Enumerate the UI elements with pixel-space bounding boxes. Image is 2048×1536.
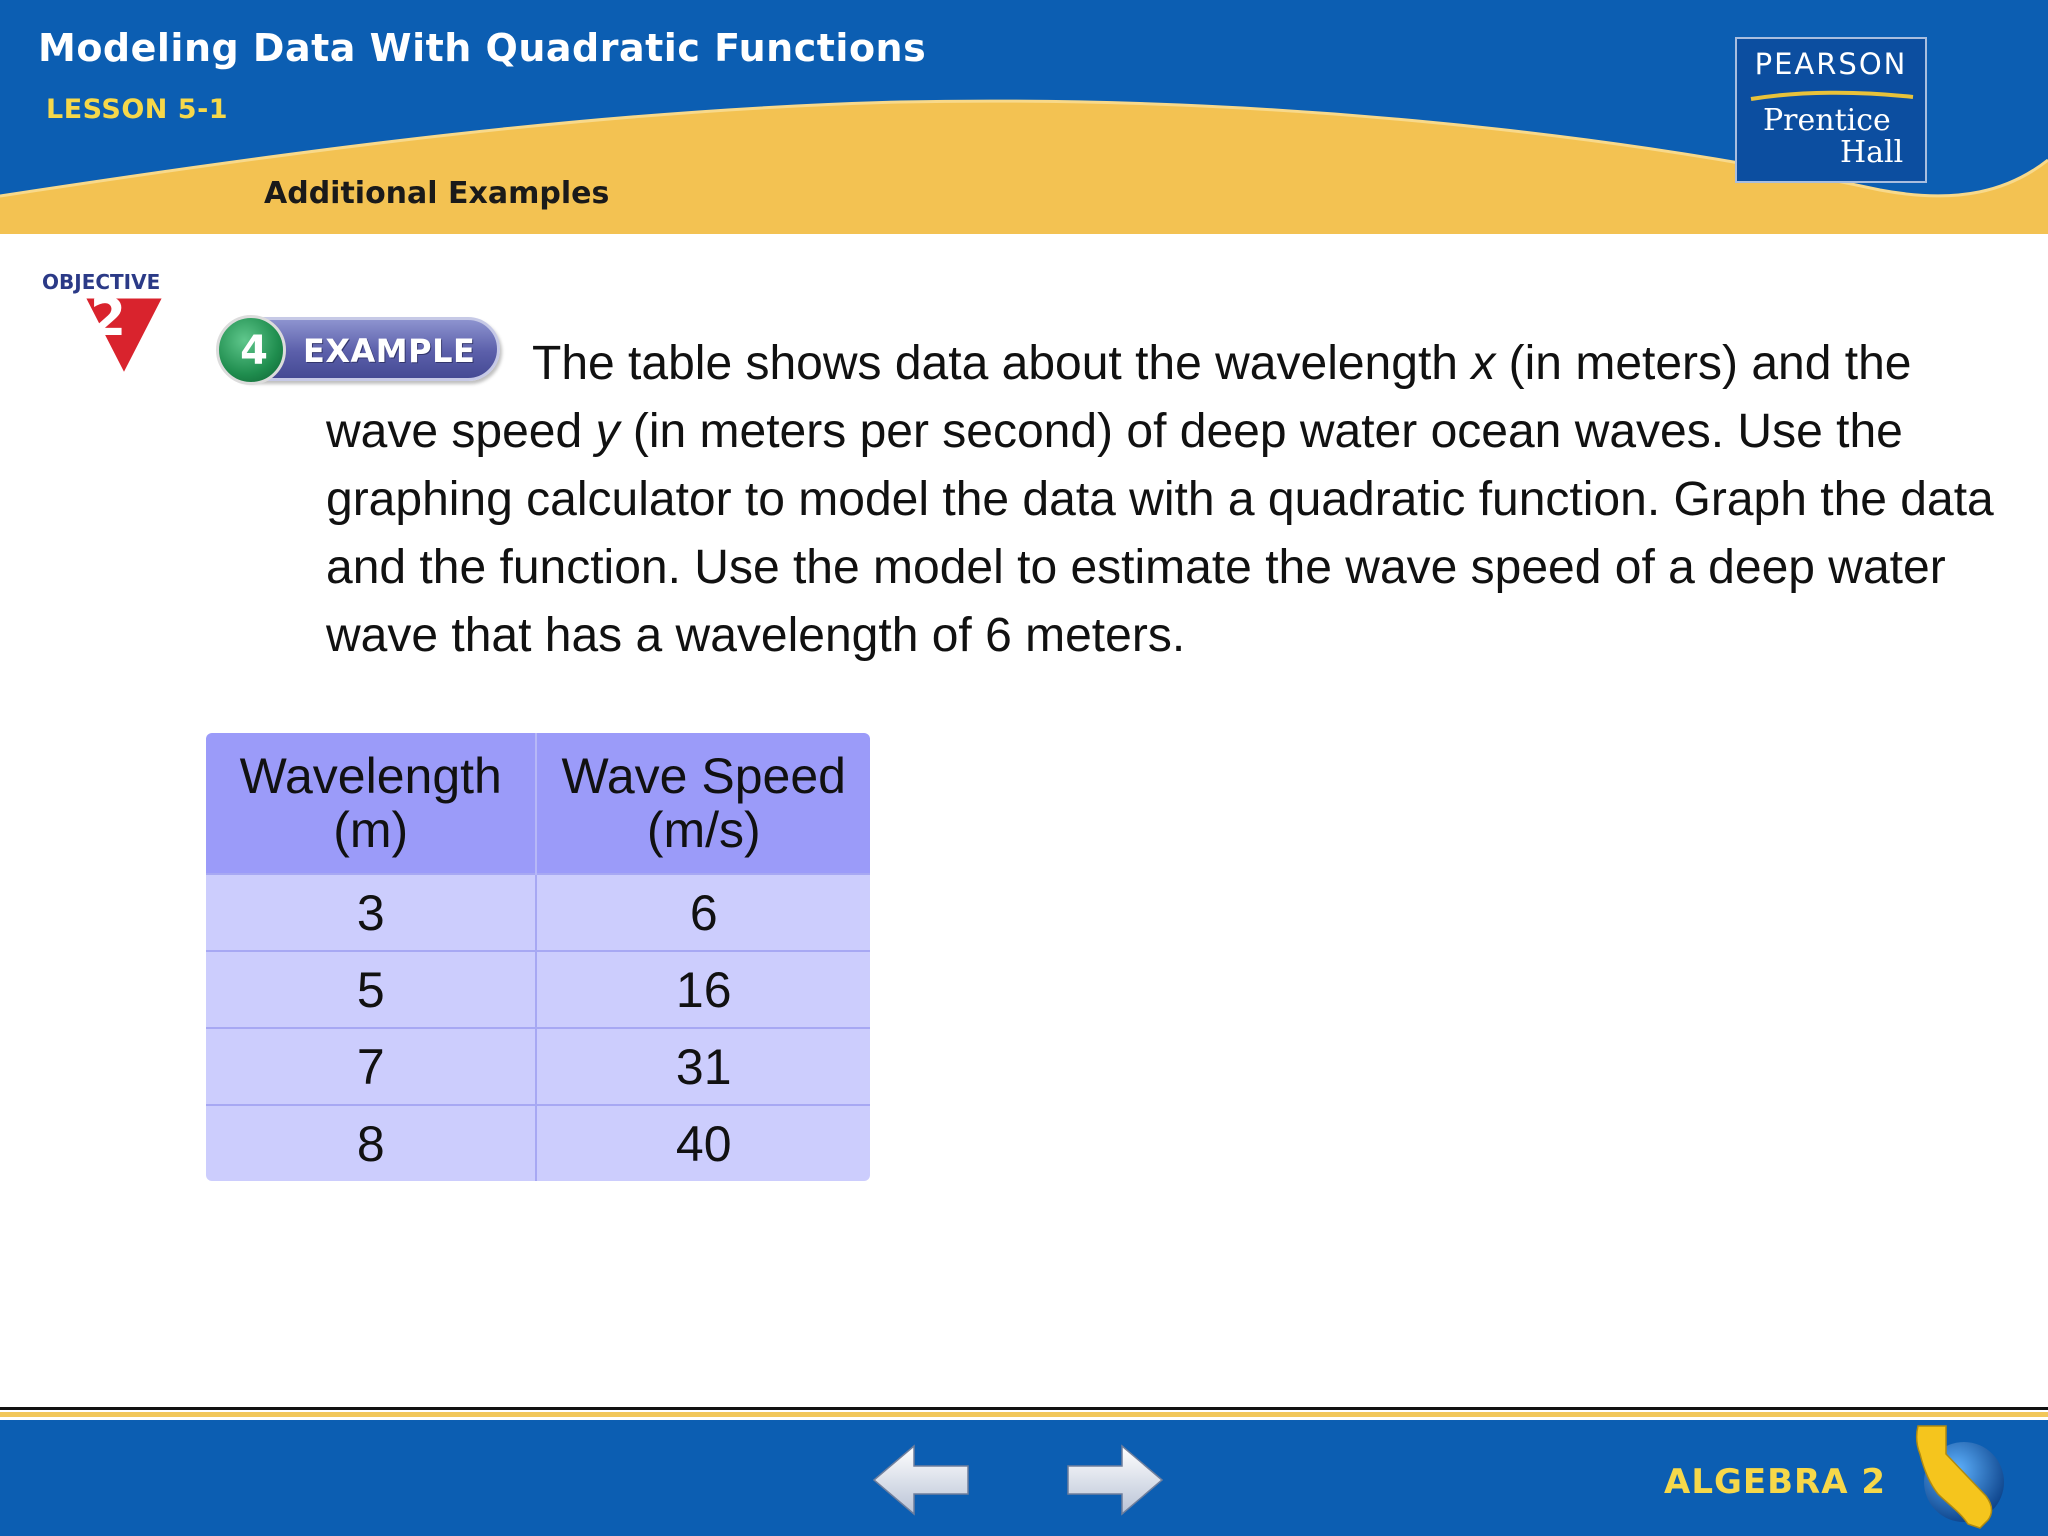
logo-prentice-text: Prentice: [1763, 103, 1891, 138]
table-cell: 5: [205, 951, 536, 1028]
objective-number: 2: [89, 288, 127, 348]
section-label: Additional Examples: [264, 176, 610, 211]
table-cell: 7: [205, 1028, 536, 1105]
table-row: [205, 1028, 871, 1105]
variable-x: x: [1471, 337, 1496, 390]
variable-y: y: [595, 405, 620, 458]
problem-text-part-3: (in meters per second) of deep water ocean waves. Use the graphing calculator to model the data with a quadratic function. Graph the data and the function. Use the model to estimate the wave speed of a deep water wave that has a wavelength of 6 meters.: [326, 405, 1994, 662]
table-row: [205, 1105, 871, 1182]
problem-text-part-1: The table shows data about the wavelength: [532, 337, 1472, 390]
logo-swoosh-icon: [1749, 89, 1915, 103]
california-icon: [1908, 1424, 2008, 1530]
table-header-unit: (m/s): [646, 802, 761, 858]
table-row: [205, 951, 871, 1028]
table-header-text: Wavelength: [239, 748, 502, 804]
example-label: EXAMPLE: [303, 332, 476, 370]
table-header-wave-speed: [536, 732, 871, 874]
next-slide-button[interactable]: [1064, 1440, 1164, 1520]
table-header-wavelength: [205, 732, 536, 874]
left-arrow-icon: [872, 1440, 972, 1520]
objective-label: OBJECTIVE: [42, 270, 161, 294]
table-cell: 31: [536, 1028, 871, 1105]
problem-text-part-2: (in meters) and the wave speed: [326, 337, 1912, 458]
right-arrow-icon: [1064, 1440, 1164, 1520]
example-number-circle: [216, 315, 286, 385]
slide-header: [0, 0, 2048, 234]
table-cell: 40: [536, 1105, 871, 1182]
logo-hall-text: Hall: [1840, 135, 1904, 170]
example-number: 4: [240, 328, 268, 374]
lesson-title: Modeling Data With Quadratic Functions: [38, 26, 927, 70]
table-cell: 6: [536, 874, 871, 951]
wave-data-table: [204, 731, 872, 1183]
table-cell: 3: [205, 874, 536, 951]
footer-divider: [0, 1407, 2048, 1410]
table-header-text: Wave Speed: [561, 748, 846, 804]
table-header-unit: (m): [333, 802, 409, 858]
lesson-number: LESSON 5-1: [46, 94, 229, 125]
table-cell: 8: [205, 1105, 536, 1182]
footer-accent-line: [0, 1412, 2048, 1417]
logo-pearson-text: PEARSON: [1754, 47, 1908, 81]
table-cell: 16: [536, 951, 871, 1028]
table-row: [205, 874, 871, 951]
problem-text: [326, 330, 2026, 670]
objective-badge: [38, 266, 178, 386]
pearson-prentice-hall-logo: [1735, 37, 1927, 183]
previous-slide-button[interactable]: [872, 1440, 972, 1520]
course-name: ALGEBRA 2: [1664, 1462, 1887, 1502]
table-header-row: [205, 732, 871, 874]
